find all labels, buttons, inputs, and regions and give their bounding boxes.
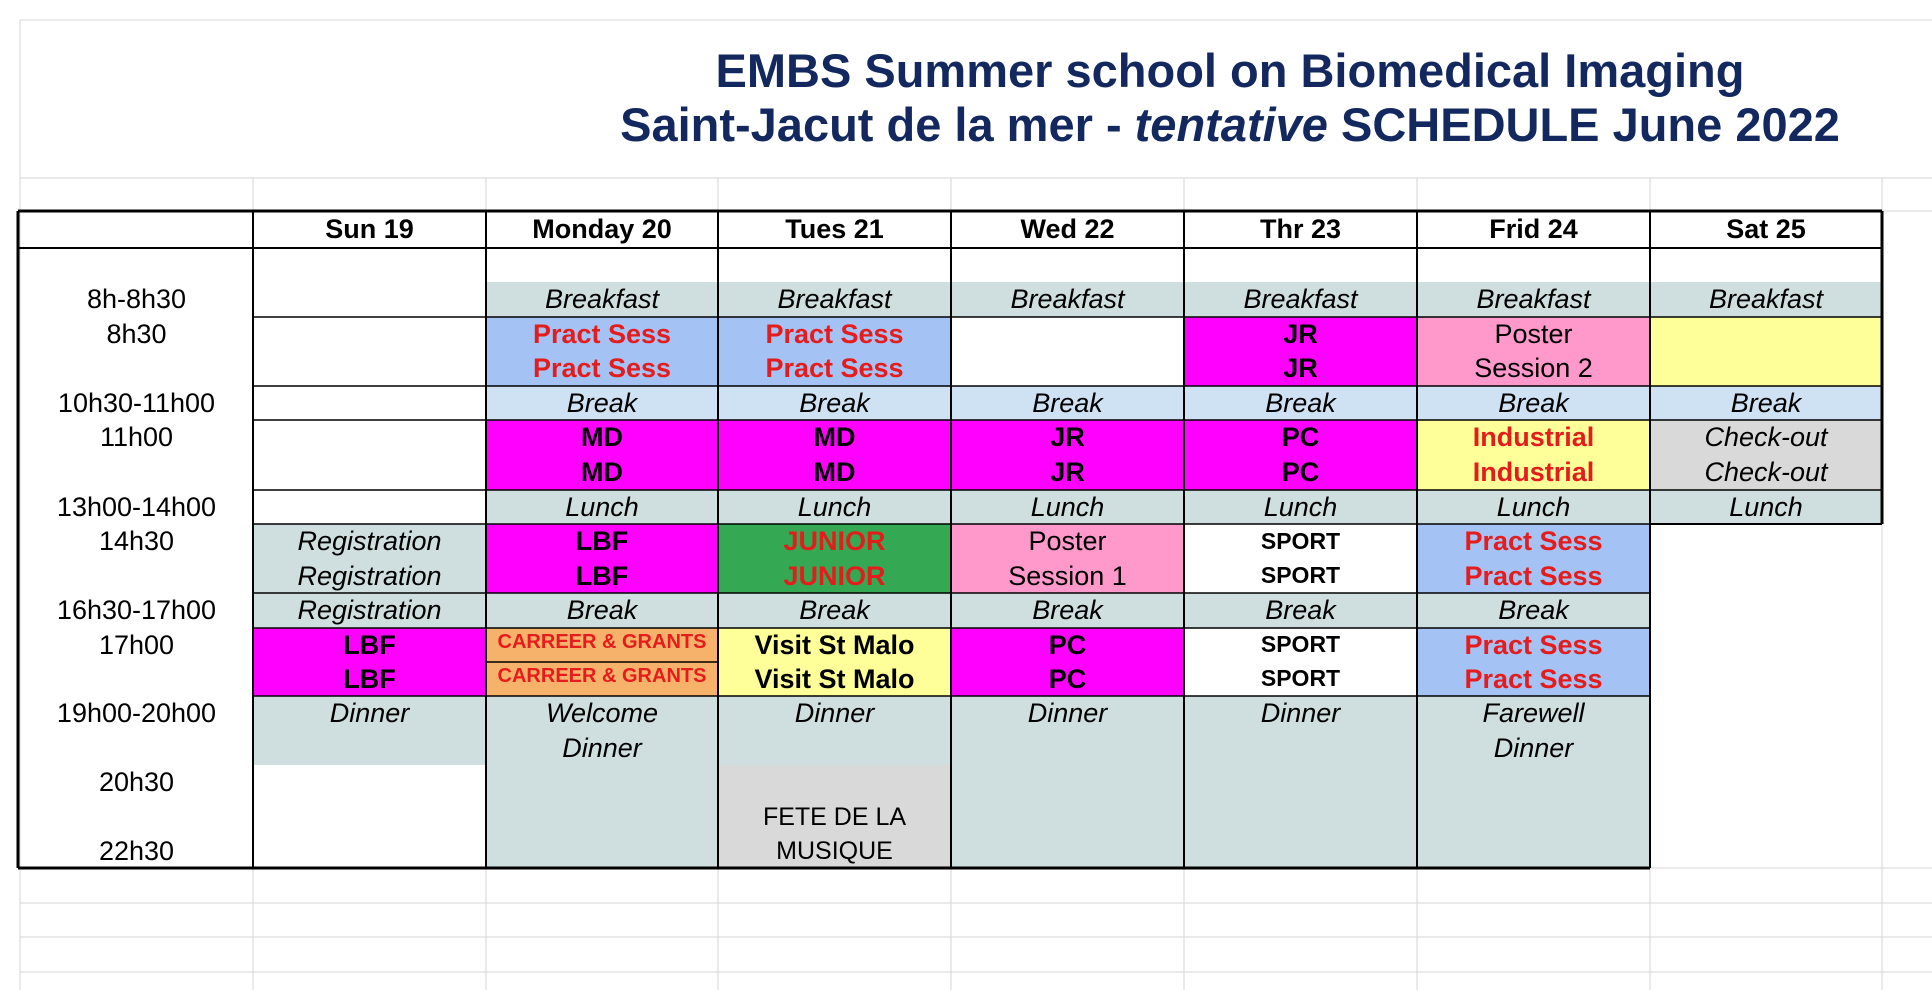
pc-cell: PC <box>1048 663 1087 694</box>
day-header-1: Sun 19 <box>325 214 414 245</box>
time-label: 8h30 <box>106 318 167 349</box>
jr-cell: JR <box>1050 457 1085 488</box>
lunch-cell: Lunch <box>565 491 639 522</box>
dinner-cell: Dinner <box>1493 732 1574 763</box>
farewell-cell: Farewell <box>1482 698 1585 729</box>
lbf-cell: LBF <box>575 560 629 591</box>
jr-cell: JR <box>1283 353 1318 384</box>
dinner-cell: Dinner <box>794 698 875 729</box>
breakfast-cell: Breakfast <box>544 284 660 315</box>
break-cell: Break <box>566 595 638 626</box>
pract-session-cell: Pract Sess <box>765 318 904 349</box>
break-cell: Break <box>799 387 870 418</box>
time-label: 19h00-20h00 <box>56 698 217 729</box>
lunch-cell: Lunch <box>1030 491 1105 522</box>
md-cell: MD <box>813 457 856 488</box>
lunch-cell: Lunch <box>1263 491 1338 522</box>
checkout-cell: Check-out <box>1704 457 1828 488</box>
md-cell: MD <box>813 422 856 453</box>
poster-cell: Poster <box>1494 318 1573 349</box>
break-cell: Break <box>1730 387 1802 418</box>
time-label: 22h30 <box>98 835 175 866</box>
pract-session-cell: Pract Sess <box>765 353 904 384</box>
poster-session-cell: Session 2 <box>1474 353 1593 384</box>
registration-cell: Registration <box>297 526 442 557</box>
welcome-cell: Welcome <box>545 698 659 729</box>
break-cell: Break <box>1032 387 1103 418</box>
breakfast-cell: Breakfast <box>777 284 892 315</box>
break-cell: Break <box>1265 387 1336 418</box>
time-label: 14h30 <box>98 526 175 557</box>
pract-session-cell: Pract Sess <box>1464 663 1603 694</box>
time-label: 11h00 <box>99 422 174 453</box>
industrial-cell: Industrial <box>1472 422 1595 453</box>
day-header-5: Thr 23 <box>1259 214 1342 245</box>
day-header-2: Monday 20 <box>532 214 672 245</box>
pract-session-cell: Pract Sess <box>1464 560 1603 591</box>
pract-session-cell: Pract Sess <box>1464 526 1603 557</box>
pc-cell: PC <box>1048 629 1087 660</box>
lbf-cell: LBF <box>343 663 396 694</box>
fete-cell: FETE DE LA <box>762 803 907 831</box>
dinner-cell: Dinner <box>562 732 642 763</box>
dinner-cell: Dinner <box>1027 698 1108 729</box>
visit-st-malo-cell: Visit St Malo <box>754 663 915 694</box>
break-cell: Break <box>566 387 638 418</box>
registration-cell: Registration <box>297 560 442 591</box>
break-cell: Break <box>1032 595 1103 626</box>
time-label: 13h00-14h00 <box>56 491 217 522</box>
time-label: 17h00 <box>98 629 175 660</box>
schedule-title: EMBS Summer school on Biomedical Imaging <box>715 44 1745 97</box>
subtitle-tentative: tentative <box>1134 98 1328 151</box>
junior-cell: JUNIOR <box>783 526 886 557</box>
breakfast-cell: Breakfast <box>1010 284 1125 315</box>
junior-cell: JUNIOR <box>783 560 886 591</box>
jr-cell: JR <box>1050 422 1085 453</box>
md-cell: MD <box>581 457 623 488</box>
day-header-6: Frid 24 <box>1489 214 1578 245</box>
time-label: 16h30-17h00 <box>56 595 217 626</box>
sport-cell: SPORT <box>1260 631 1341 658</box>
lunch-cell: Lunch <box>797 491 872 522</box>
lunch-cell: Lunch <box>1729 491 1803 522</box>
registration-cell: Registration <box>297 595 442 626</box>
subtitle-schedule: SCHEDULE June 2022 <box>1327 98 1840 151</box>
time-label: 10h30-11h00 <box>57 387 216 418</box>
break-cell: Break <box>1498 387 1569 418</box>
break-cell: Break <box>1265 595 1336 626</box>
wednesday-evening-block <box>951 765 1184 868</box>
pc-cell: PC <box>1281 422 1320 453</box>
careers-cell: CARREER & GRANTS <box>497 665 707 687</box>
checkout-cell: Check-out <box>1704 422 1828 453</box>
poster-cell: Poster <box>1028 526 1107 557</box>
breakfast-cell: Breakfast <box>1708 284 1824 315</box>
day-header-3: Tues 21 <box>785 214 884 245</box>
lbf-cell: LBF <box>575 526 629 557</box>
subtitle-location: Saint-Jacut de la mer - <box>620 98 1135 151</box>
break-cell: Break <box>1498 595 1569 626</box>
careers-cell: CARREER & GRANTS <box>497 631 707 653</box>
breakfast-cell: Breakfast <box>1476 284 1591 315</box>
industrial-cell: Industrial <box>1472 457 1595 488</box>
schedule-subtitle <box>560 98 1900 152</box>
lbf-cell: LBF <box>343 629 396 660</box>
dinner-cell: Dinner <box>329 698 410 729</box>
dinner-cell: Dinner <box>1260 698 1341 729</box>
lunch-cell: Lunch <box>1496 491 1571 522</box>
fete-cell: MUSIQUE <box>776 837 893 865</box>
pract-session-cell: Pract Sess <box>532 318 672 349</box>
pract-session-cell: Pract Sess <box>1464 629 1603 660</box>
pc-cell: PC <box>1281 457 1320 488</box>
jr-cell: JR <box>1283 318 1318 349</box>
time-label: 8h-8h30 <box>86 284 187 315</box>
saturday-morning-block <box>1650 317 1882 386</box>
sport-cell: SPORT <box>1260 665 1341 692</box>
breakfast-cell: Breakfast <box>1243 284 1358 315</box>
sport-cell: SPORT <box>1260 527 1341 554</box>
md-cell: MD <box>581 422 623 453</box>
pract-session-cell: Pract Sess <box>532 353 672 384</box>
poster-session-cell: Session 1 <box>1008 560 1127 591</box>
visit-st-malo-cell: Visit St Malo <box>754 629 915 660</box>
break-cell: Break <box>799 595 870 626</box>
sport-cell: SPORT <box>1260 562 1341 589</box>
time-label: 20h30 <box>98 767 175 798</box>
day-header-7: Sat 25 <box>1726 214 1806 245</box>
day-header-4: Wed 22 <box>1020 214 1115 245</box>
